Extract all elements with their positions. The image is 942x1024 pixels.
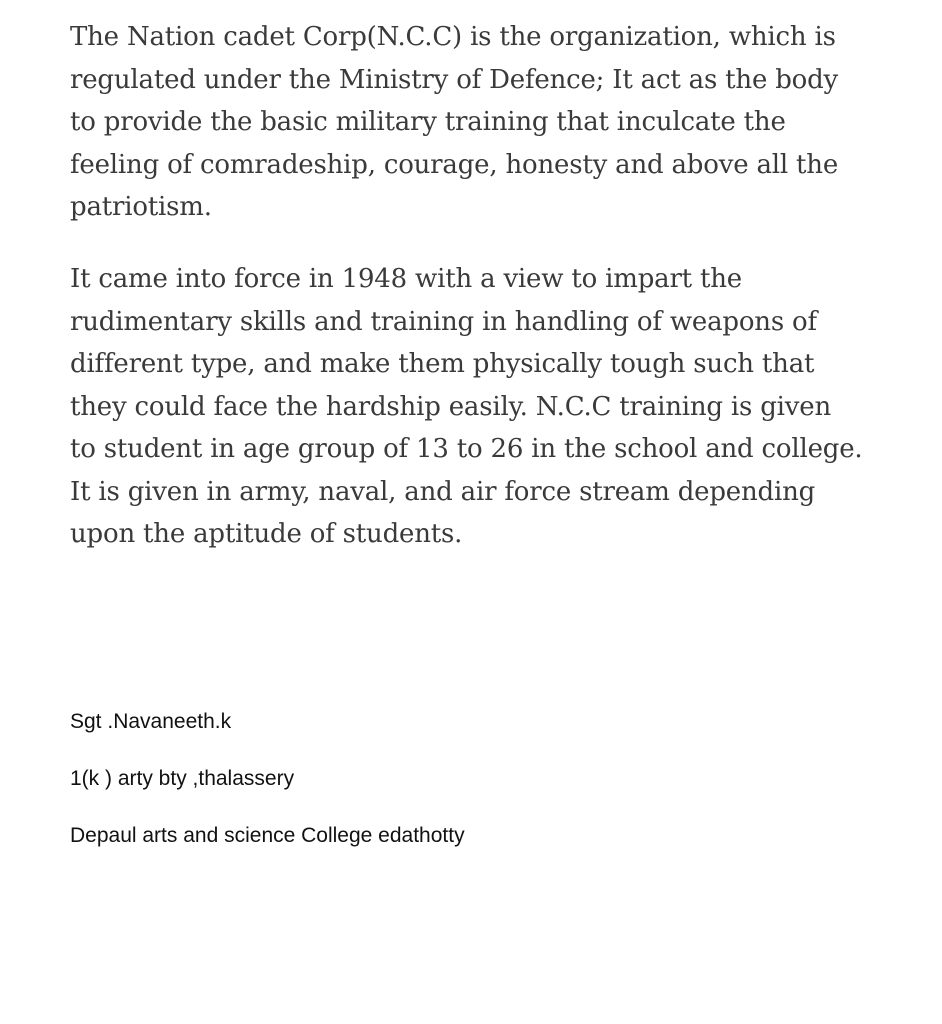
paragraph-1: [70, 16, 910, 229]
signature-unit: 1(k ) arty bty ,thalassery: [70, 767, 295, 790]
paragraph-line: to provide the basic military training that inculcate the: [70, 107, 786, 137]
paragraph-line: feeling of comradeship, courage, honesty and above all the: [70, 149, 839, 180]
paragraph-line: The Nation cadet Corp(N.C.C) is the organization, which is: [70, 22, 836, 52]
paragraph-line: patriotism.: [70, 192, 212, 222]
paragraph-line: regulated under the Ministry of Defence; It act as the body: [70, 64, 839, 95]
paragraph-2: [70, 258, 910, 556]
paragraph-line: It came into force in 1948 with a view to impart the: [70, 264, 742, 294]
signature-college: Depaul arts and science College edathotty: [70, 824, 465, 847]
paragraph-line: rudimentary skills and training in handling of weapons of: [70, 306, 817, 337]
paragraph-line: upon the aptitude of students.: [70, 519, 463, 549]
paragraph-line: they could face the hardship easily. N.C.C training is given: [70, 391, 832, 422]
paragraph-line: to student in age group of 13 to 26 in the school and college.: [70, 434, 863, 464]
signature-name: Sgt .Navaneeth.k: [70, 710, 232, 733]
paragraph-line: It is given in army, naval, and air force stream depending: [70, 476, 816, 507]
paragraph-line: different type, and make them physically tough such that: [70, 349, 815, 379]
